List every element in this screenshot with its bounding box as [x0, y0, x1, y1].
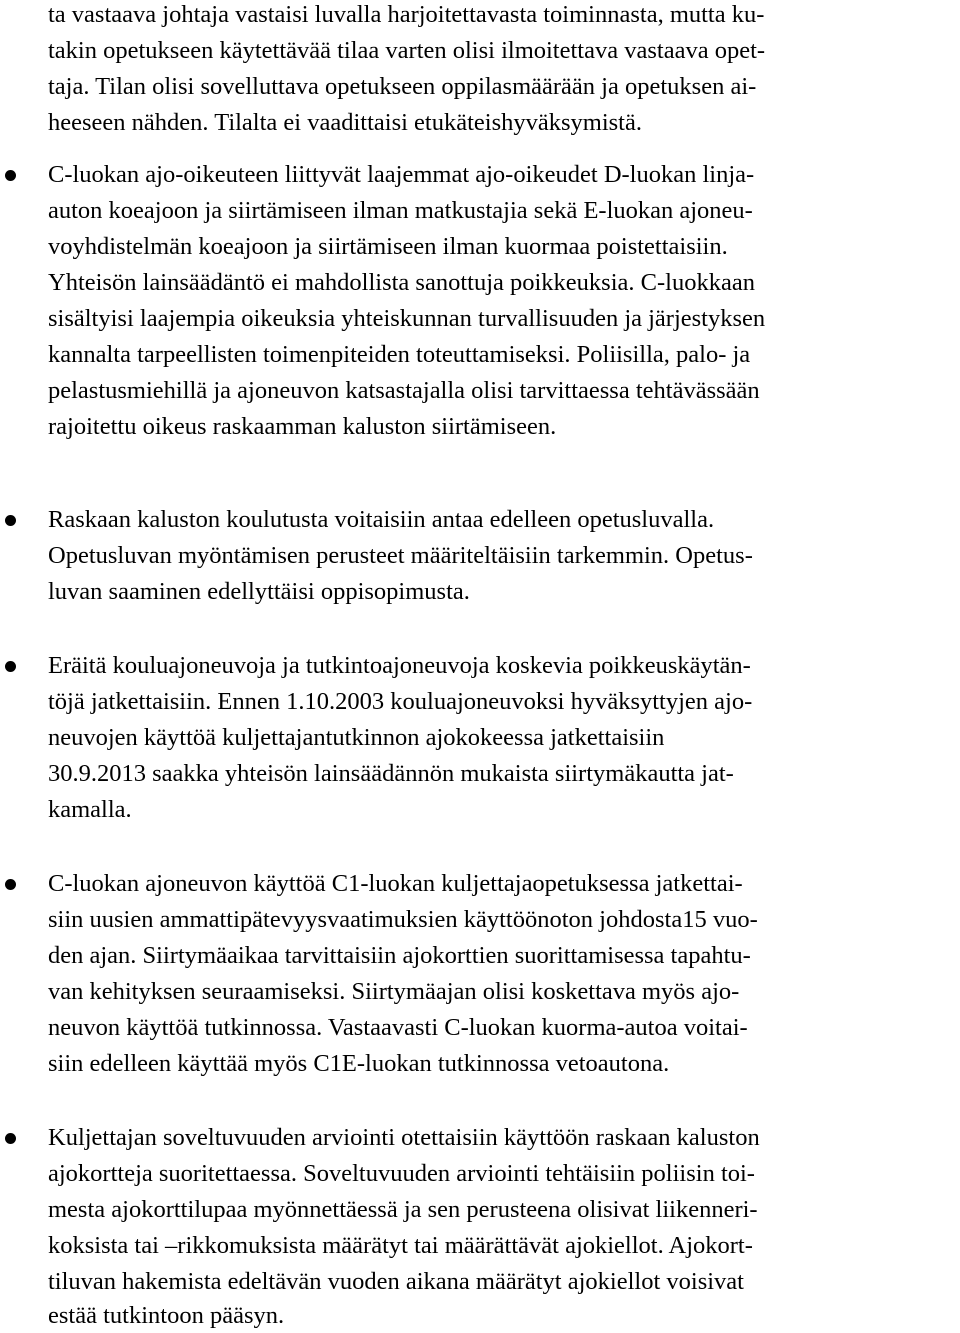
bullet-icon — [5, 170, 16, 181]
bullet-icon — [5, 661, 16, 672]
text-line: ta vastaava johtaja vastaisi luvalla harjoitettavasta toiminnasta, mutta ku- — [48, 1, 765, 28]
text-line: kannalta tarpeellisten toimenpiteiden toteuttamiseksi. Poliisilla, palo- ja — [48, 341, 751, 368]
text-line: Raskaan kaluston koulutusta voitaisiin antaa edelleen opetusluvalla. — [48, 506, 715, 533]
text-line: heeseen nähden. Tilalta ei vaadittaisi etukäteishyväksymistä. — [48, 109, 642, 136]
text-line: neuvon käyttöä tutkinnossa. Vastaavasti C-luokan kuorma-autoa voitai- — [48, 1014, 748, 1041]
text-line: voyhdistelmän koeajoon ja siirtämiseen ilman kuormaa poistettaisiin. — [48, 233, 728, 260]
bullet-icon — [5, 515, 16, 526]
text-line: luvan saaminen edellyttäisi oppisopimusta. — [48, 578, 470, 605]
bullet-icon — [5, 1133, 16, 1144]
text-line: C-luokan ajoneuvon käyttöä C1-luokan kuljettajaopetuksessa jatkettai- — [48, 870, 743, 897]
text-line: estää tutkintoon pääsyn. — [48, 1302, 285, 1329]
text-line: mesta ajokorttilupaa myönnettäessä ja sen perusteena olisivat liikenneri- — [48, 1196, 758, 1223]
text-line: siin edelleen käyttää myös C1E-luokan tutkinnossa vetoautona. — [48, 1050, 670, 1077]
text-line: neuvojen käyttöä kuljettajantutkinnon ajokokeessa jatkettaisiin — [48, 724, 665, 751]
text-line: Kuljettajan soveltuvuuden arviointi otettaisiin käyttöön raskaan kaluston — [48, 1124, 760, 1151]
text-line: van kehityksen seuraamiseksi. Siirtymäajan olisi koskettava myös ajo- — [48, 978, 740, 1005]
text-line: C-luokan ajo-oikeuteen liittyvät laajemmat ajo-oikeudet D-luokan linja- — [48, 161, 755, 188]
text-line: taja. Tilan olisi sovelluttava opetukseen oppilasmäärään ja opetuksen ai- — [48, 73, 757, 100]
text-line: ajokortteja suoritettaessa. Soveltuvuuden arviointi tehtäisiin poliisin toi- — [48, 1160, 755, 1187]
text-line: 30.9.2013 saakka yhteisön lainsäädännön mukaista siirtymäkautta jat- — [48, 760, 734, 787]
text-line: Eräitä kouluajoneuvoja ja tutkintoajoneuvoja koskevia poikkeuskäytän- — [48, 652, 751, 679]
text-line: Yhteisön lainsäädäntö ei mahdollista sanottuja poikkeuksia. C-luokkaan — [48, 269, 755, 296]
text-line: siin uusien ammattipätevyysvaatimuksien käyttöönoton johdosta15 vuo- — [48, 906, 758, 933]
text-line: takin opetukseen käytettävää tilaa varten olisi ilmoitettava vastaava opet- — [48, 37, 766, 64]
text-line: rajoitettu oikeus raskaamman kaluston siirtämiseen. — [48, 413, 557, 440]
text-line: tiluvan hakemista edeltävän vuoden aikana määrätyt ajokiellot voisivat — [48, 1268, 744, 1295]
text-line: sisältyisi laajempia oikeuksia yhteiskunnan turvallisuuden ja järjestyksen — [48, 305, 766, 332]
text-line: auton koeajoon ja siirtämiseen ilman matkustajia sekä E-luokan ajoneu- — [48, 197, 753, 224]
bullet-icon — [5, 879, 16, 890]
text-line: koksista tai –rikkomuksista määrätyt tai määrättävät ajokiellot. Ajokort- — [48, 1232, 753, 1259]
text-line: Opetusluvan myöntämisen perusteet määriteltäisiin tarkemmin. Opetus- — [48, 542, 753, 569]
text-line: kamalla. — [48, 796, 132, 823]
text-line: den ajan. Siirtymäaikaa tarvittaisiin ajokorttien suorittamisessa tapahtu- — [48, 942, 751, 969]
text-line: pelastusmiehillä ja ajoneuvon katsastajalla olisi tarvittaessa tehtävässään — [48, 377, 760, 404]
text-line: töjä jatkettaisiin. Ennen 1.10.2003 kouluajoneuvoksi hyväksyttyjen ajo- — [48, 688, 753, 715]
